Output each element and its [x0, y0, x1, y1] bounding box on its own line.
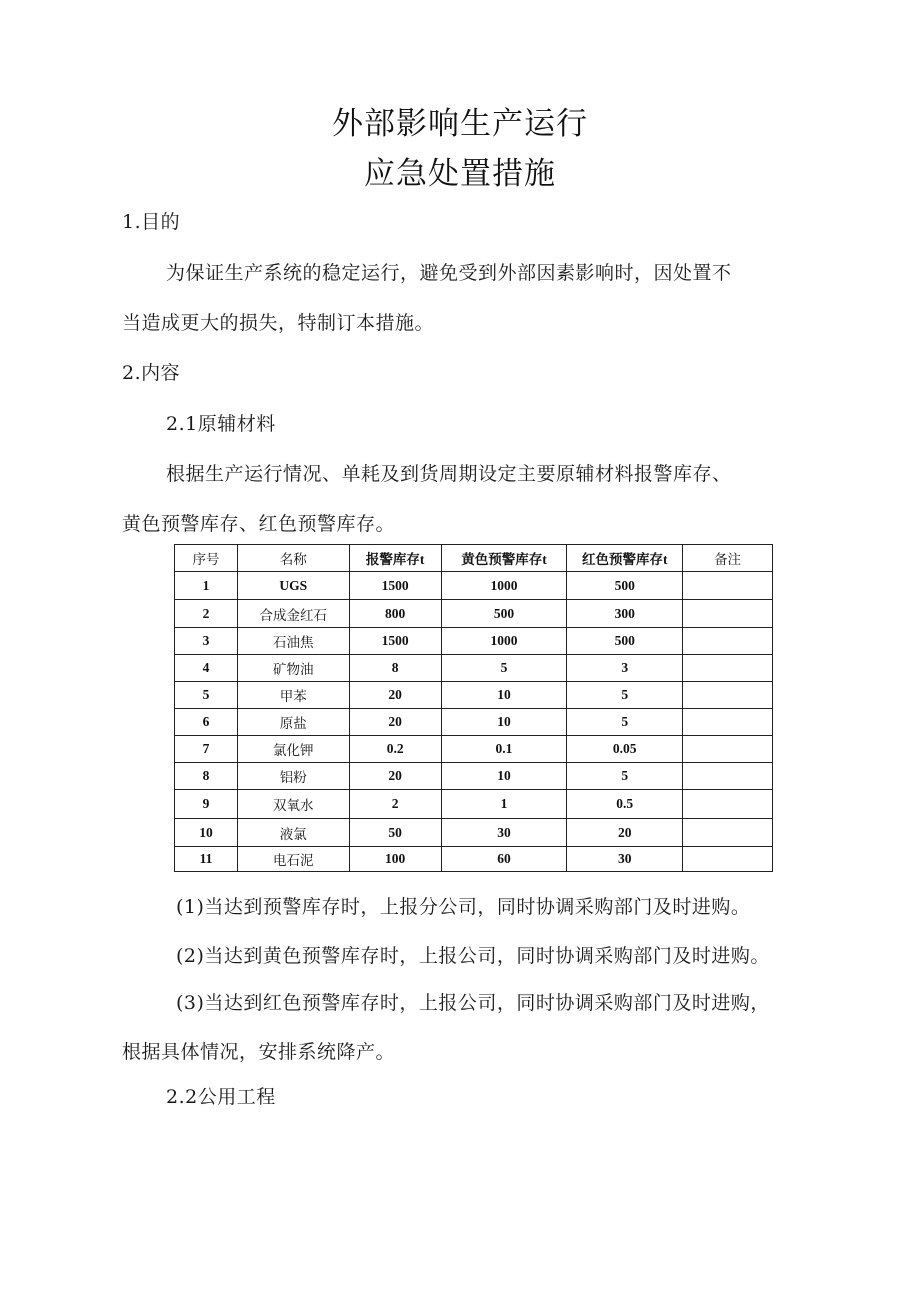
header-alarm-stock: 报警库存t	[349, 545, 441, 572]
cell-red-stock: 5	[567, 763, 683, 790]
document-title-line-1: 外部影响生产运行	[332, 106, 588, 142]
cell-remarks	[683, 628, 773, 655]
cell-remarks	[683, 847, 773, 872]
cell-material-name: 氯化钾	[237, 736, 349, 763]
cell-alarm-stock: 50	[349, 819, 441, 847]
cell-red-stock: 20	[567, 819, 683, 847]
cell-red-stock: 3	[567, 655, 683, 682]
header-name: 名称	[237, 545, 349, 572]
header-yellow-warning-stock: 黄色预警库存t	[441, 545, 567, 572]
cell-remarks	[683, 572, 773, 600]
cell-yellow-stock: 1	[441, 790, 567, 819]
note-3-line-2: 根据具体情况，安排系统降产。	[122, 1041, 396, 1063]
table-row	[175, 682, 773, 709]
cell-yellow-stock: 60	[441, 847, 567, 872]
cell-red-stock: 500	[567, 572, 683, 600]
cell-remarks	[683, 600, 773, 628]
cell-alarm-stock: 8	[349, 655, 441, 682]
cell-yellow-stock: 500	[441, 600, 567, 628]
cell-seq-no: 1	[175, 572, 238, 600]
cell-yellow-stock: 1000	[441, 628, 567, 655]
cell-seq-no: 9	[175, 790, 238, 819]
cell-material-name: 矿物油	[237, 655, 349, 682]
cell-material-name: 电石泥	[237, 847, 349, 872]
cell-yellow-stock: 30	[441, 819, 567, 847]
table-row	[175, 763, 773, 790]
section-2-1-heading: 2.1原辅材料	[166, 413, 276, 435]
section-2-heading: 2.内容	[122, 362, 181, 384]
cell-seq-no: 6	[175, 709, 238, 736]
cell-alarm-stock: 1500	[349, 628, 441, 655]
header-seq-no: 序号	[175, 545, 238, 572]
cell-material-name: 原盐	[237, 709, 349, 736]
table-row	[175, 572, 773, 600]
table-row	[175, 600, 773, 628]
cell-alarm-stock: 0.2	[349, 736, 441, 763]
cell-material-name: 石油焦	[237, 628, 349, 655]
cell-alarm-stock: 20	[349, 763, 441, 790]
table-row	[175, 736, 773, 763]
cell-red-stock: 500	[567, 628, 683, 655]
cell-material-name: 甲苯	[237, 682, 349, 709]
section-1-paragraph-line-1: 为保证生产系统的稳定运行，避免受到外部因素影响时，因处置不	[166, 262, 732, 284]
table-row	[175, 628, 773, 655]
cell-material-name: 铝粉	[237, 763, 349, 790]
cell-seq-no: 3	[175, 628, 238, 655]
header-remarks: 备注	[683, 545, 773, 572]
header-red-warning-stock: 红色预警库存t	[567, 545, 683, 572]
cell-red-stock: 5	[567, 682, 683, 709]
cell-alarm-stock: 2	[349, 790, 441, 819]
table-row	[175, 709, 773, 736]
cell-red-stock: 0.5	[567, 790, 683, 819]
section-1-paragraph-line-2: 当造成更大的损失，特制订本措施。	[122, 312, 435, 334]
table-header-row	[175, 545, 773, 572]
cell-remarks	[683, 655, 773, 682]
cell-remarks	[683, 819, 773, 847]
cell-yellow-stock: 5	[441, 655, 567, 682]
cell-remarks	[683, 709, 773, 736]
cell-seq-no: 8	[175, 763, 238, 790]
cell-red-stock: 30	[567, 847, 683, 872]
cell-material-name: UGS	[237, 572, 349, 600]
note-1: (1)当达到预警库存时，上报分公司，同时协调采购部门及时进购。	[176, 896, 751, 918]
cell-remarks	[683, 736, 773, 763]
cell-yellow-stock: 10	[441, 709, 567, 736]
cell-remarks	[683, 763, 773, 790]
section-2-1-paragraph-line-1: 根据生产运行情况、单耗及到货周期设定主要原辅材料报警库存、	[166, 463, 732, 485]
section-2-1-paragraph-line-2: 黄色预警库存、红色预警库存。	[122, 513, 396, 535]
cell-alarm-stock: 20	[349, 682, 441, 709]
inventory-threshold-table	[174, 544, 773, 872]
table-row	[175, 790, 773, 819]
cell-seq-no: 5	[175, 682, 238, 709]
cell-seq-no: 2	[175, 600, 238, 628]
table-row	[175, 847, 773, 872]
cell-alarm-stock: 100	[349, 847, 441, 872]
cell-alarm-stock: 800	[349, 600, 441, 628]
table-row	[175, 819, 773, 847]
section-1-heading: 1.目的	[122, 211, 181, 233]
cell-remarks	[683, 790, 773, 819]
cell-material-name: 合成金红石	[237, 600, 349, 628]
cell-yellow-stock: 1000	[441, 572, 567, 600]
cell-remarks	[683, 682, 773, 709]
cell-red-stock: 300	[567, 600, 683, 628]
table-row	[175, 655, 773, 682]
cell-red-stock: 0.05	[567, 736, 683, 763]
cell-yellow-stock: 0.1	[441, 736, 567, 763]
cell-alarm-stock: 20	[349, 709, 441, 736]
cell-seq-no: 11	[175, 847, 238, 872]
cell-material-name: 液氯	[237, 819, 349, 847]
document-title-line-2: 应急处置措施	[364, 156, 556, 192]
cell-material-name: 双氧水	[237, 790, 349, 819]
cell-red-stock: 5	[567, 709, 683, 736]
note-2: (2)当达到黄色预警库存时，上报公司，同时协调采购部门及时进购。	[176, 945, 770, 967]
cell-seq-no: 10	[175, 819, 238, 847]
cell-seq-no: 7	[175, 736, 238, 763]
cell-alarm-stock: 1500	[349, 572, 441, 600]
section-2-2-heading: 2.2公用工程	[166, 1086, 276, 1108]
cell-seq-no: 4	[175, 655, 238, 682]
cell-yellow-stock: 10	[441, 763, 567, 790]
note-3-line-1: (3)当达到红色预警库存时，上报公司，同时协调采购部门及时进购，	[176, 992, 770, 1014]
cell-yellow-stock: 10	[441, 682, 567, 709]
